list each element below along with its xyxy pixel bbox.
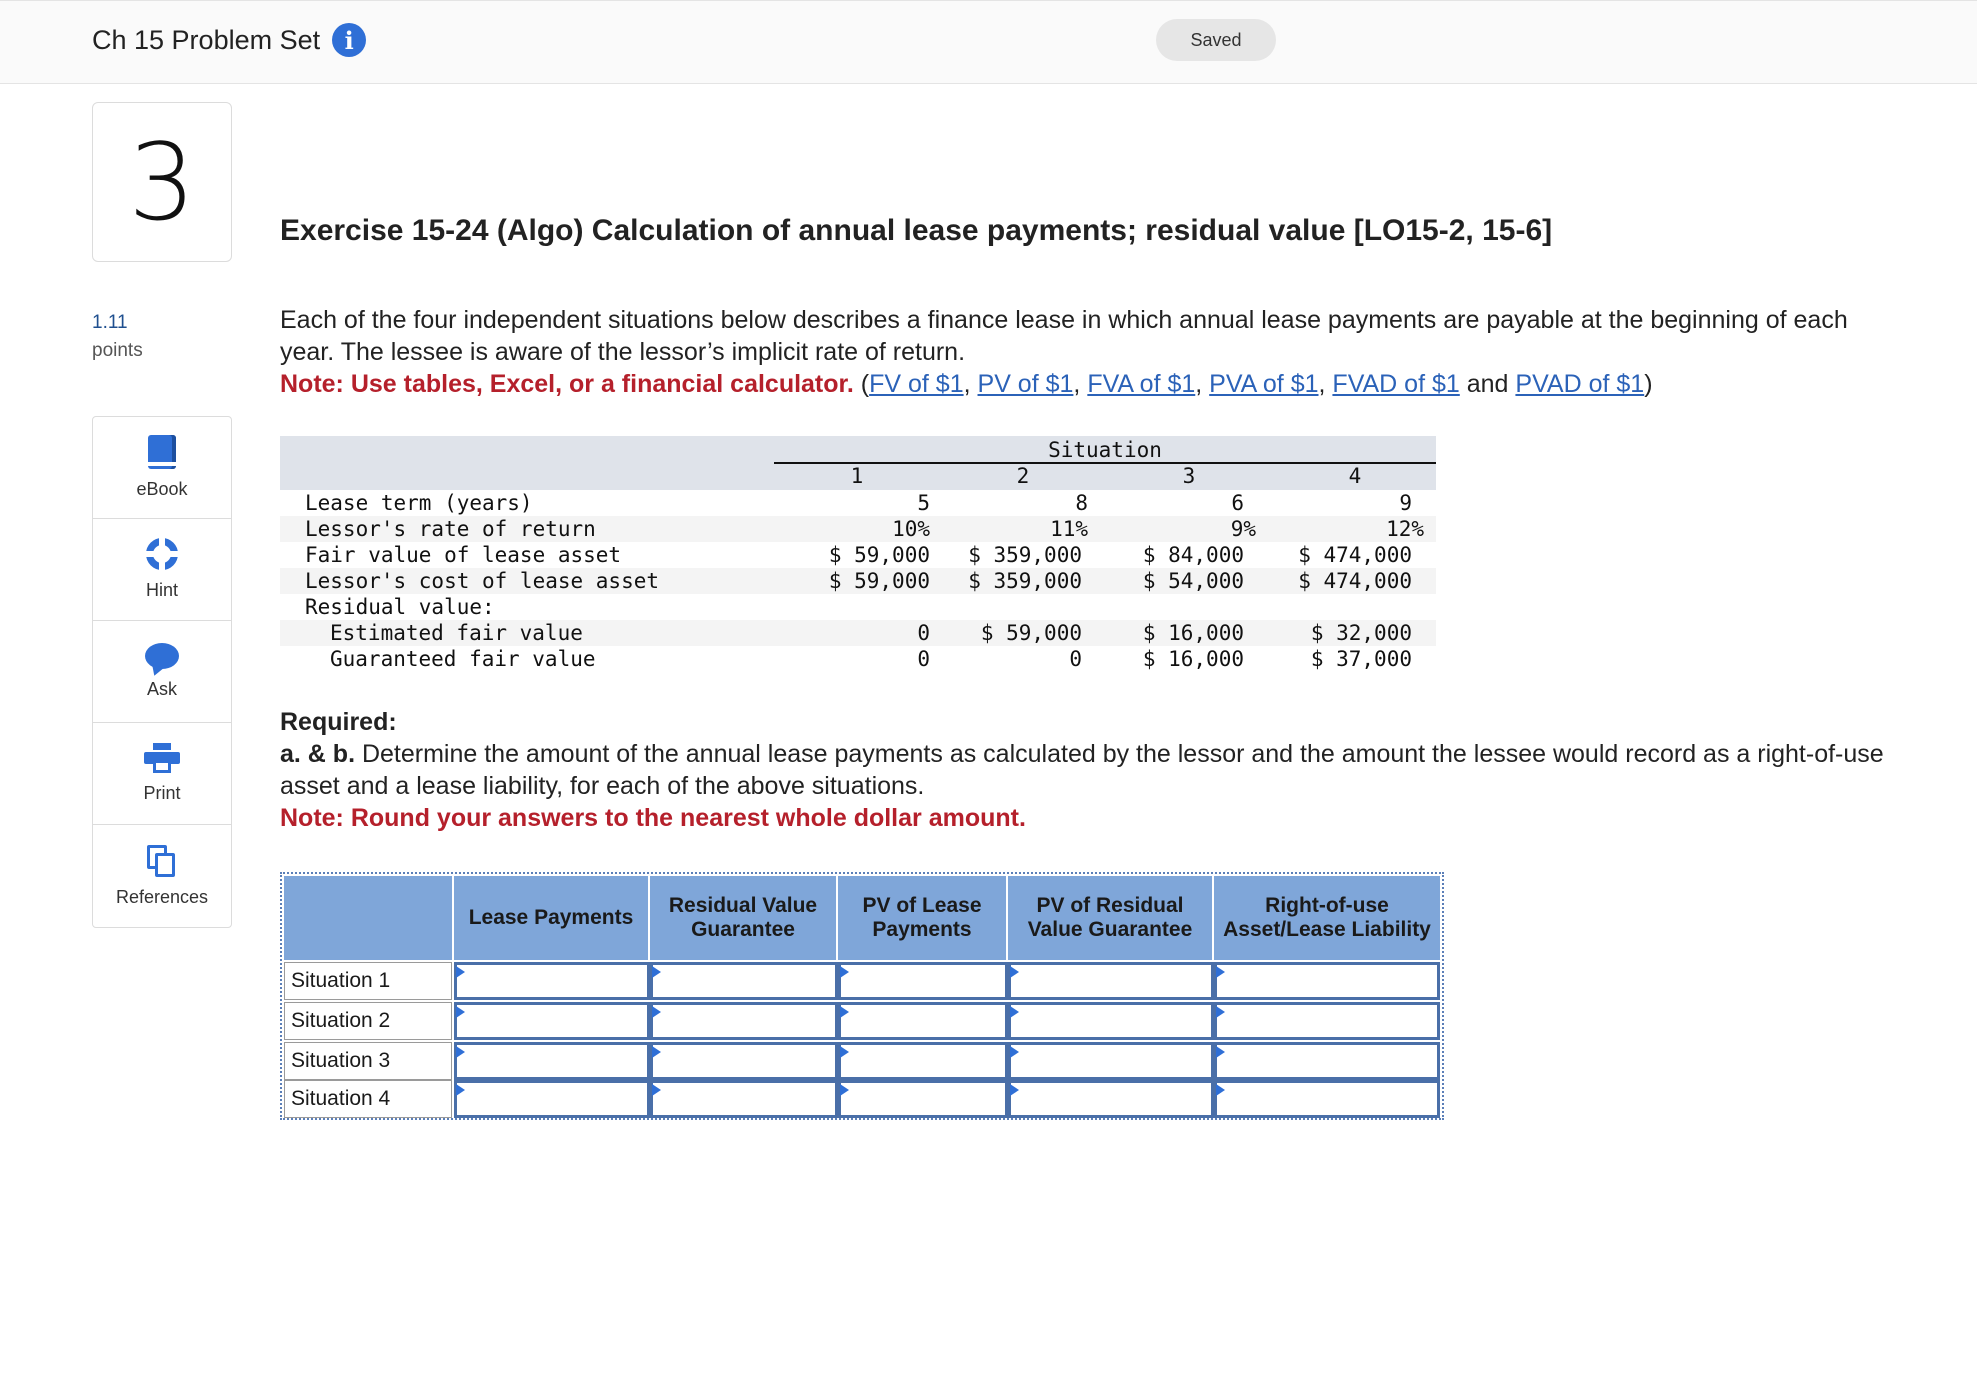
table-row: Estimated fair value 0 $ 59,000 $ 16,000 $ 32,000 [280,620,1436,646]
book-icon [148,435,176,469]
col-header-3: 3 [1182,464,1196,488]
situation-4-pv-residual-input[interactable] [1008,1080,1214,1118]
situation-2-pv-lease-payments-input[interactable] [838,1002,1008,1040]
col-header-2: 2 [1016,464,1030,488]
points-value: 1.11 [92,312,128,333]
top-bar [0,0,1977,84]
situation-1-lease-payments-input[interactable] [454,962,650,1000]
print-button[interactable] [93,723,231,825]
table-row: Lease term (years) 5 8 6 9 [305,491,1412,515]
question-number: 3 [128,120,196,244]
situation-1-rou-asset-input[interactable] [1214,962,1440,1000]
header-pv-residual-value-guarantee: PV of Residual Value Guarantee [1008,876,1214,960]
link-pvad[interactable]: PVAD of $1 [1515,370,1645,398]
hint-label: Hint [145,580,178,600]
link-fv[interactable]: FV of $1 [869,370,964,398]
and-text: and [1466,370,1509,398]
required-text: Determine the amount of the annual lease payments as calculated by the lessor and the amount the lessee would record as a right-of-use asset and a lease liability, for each of the above situations. [280,740,1884,800]
table-row: Guaranteed fair value 0 0 $ 16,000 $ 37,000 [330,647,1412,671]
link-fvad[interactable]: FVAD of $1 [1332,370,1460,398]
table-row: Lessor's cost of lease asset $ 59,000 $ 359,000 $ 54,000 $ 474,000 [280,568,1436,594]
situation-4-residual-guarantee-input[interactable] [650,1080,838,1118]
situation-2-residual-guarantee-input[interactable] [650,1002,838,1040]
ask-label: Ask [146,679,177,699]
header-pv-lease-payments: PV of Lease Payments [838,876,1008,960]
situation-2-rou-asset-input[interactable] [1214,1002,1440,1040]
situation-4-pv-lease-payments-input[interactable] [838,1080,1008,1118]
situation-3-label: Situation 3 [284,1042,452,1080]
situation-3-residual-guarantee-input[interactable] [650,1042,838,1080]
info-icon[interactable]: i [332,23,366,57]
situation-1-pv-residual-input[interactable] [1008,962,1214,1000]
situation-1-residual-guarantee-input[interactable] [650,962,838,1000]
hint-button[interactable] [93,519,231,621]
situation-2-pv-residual-input[interactable] [1008,1002,1214,1040]
situation-4-rou-asset-input[interactable] [1214,1080,1440,1118]
situation-4-label: Situation 4 [284,1080,452,1118]
calculator-note: Note: Use tables, Excel, or a financial calculator. [280,370,854,398]
points-label: points [92,340,143,361]
header-lease-payments: Lease Payments [454,876,650,960]
print-label: Print [143,783,181,803]
col-header-1: 1 [850,464,864,488]
tools-panel [92,416,232,928]
table-row: Residual value: [305,595,495,619]
rounding-note: Note: Round your answers to the nearest whole dollar amount. [280,804,1026,832]
link-pv[interactable]: PV of $1 [977,370,1074,398]
table-row: Fair value of lease asset $ 59,000 $ 359,000 $ 84,000 $ 474,000 [305,543,1412,567]
saved-status-badge: Saved [1156,19,1276,61]
situation-2-lease-payments-input[interactable] [454,1002,650,1040]
ask-button[interactable] [93,621,231,723]
required-part-label: a. & b. [280,740,356,768]
header-residual-value-guarantee: Residual Value Guarantee [650,876,838,960]
answer-table [280,872,1444,1120]
situation-3-pv-lease-payments-input[interactable] [838,1042,1008,1080]
situation-1-label: Situation 1 [284,962,452,1000]
documents-icon [147,845,177,877]
situation-3-pv-residual-input[interactable] [1008,1042,1214,1080]
link-pva[interactable]: PVA of $1 [1209,370,1319,398]
situation-3-rou-asset-input[interactable] [1214,1042,1440,1080]
situation-data-table [280,436,1436,672]
speech-bubble-icon [145,643,179,669]
header-right-of-use-asset: Right-of-use Asset/Lease Liability [1214,876,1440,960]
situation-1-pv-lease-payments-input[interactable] [838,962,1008,1000]
intro-text: Each of the four independent situations below describes a finance lease in which annual lease payments are payable at the beginning of each year. The lessee is aware of the lessor’s implicit rate of return. [280,306,1848,366]
exercise-title: Exercise 15-24 (Algo) Calculation of annual lease payments; residual value [LO15-2, 15-6] [280,214,1553,247]
references-button[interactable] [93,825,231,927]
references-label: References [115,886,209,907]
col-header-4: 4 [1348,464,1362,488]
exercise-intro [280,304,1880,400]
required-heading: Required: [280,708,397,736]
situation-3-lease-payments-input[interactable] [454,1042,650,1080]
ebook-button[interactable] [93,417,231,519]
required-text-line [280,738,1900,802]
printer-icon [144,743,180,773]
ebook-label: eBook [136,479,188,499]
lifebuoy-icon [146,538,178,570]
data-table-header [280,436,1436,490]
problem-set-title [92,23,366,57]
link-fva[interactable]: FVA of $1 [1087,370,1196,398]
table-row: Lessor's rate of return 10% 11% 9% 12% [280,516,1436,542]
required-section [280,706,1900,834]
intro-note-line: Note: Use tables, Excel, or a financial calculator. (FV of $1, PV of $1, FVA of $1, PVA of $1, FVAD of $1 and PVAD of $1) [280,370,1653,398]
question-number-box [92,102,232,262]
problem-set-name: Ch 15 Problem Set [92,24,321,55]
situation-group-header: Situation [1048,438,1162,462]
situation-4-lease-payments-input[interactable] [454,1080,650,1118]
answer-header-blank [284,876,454,960]
situation-2-label: Situation 2 [284,1002,452,1040]
